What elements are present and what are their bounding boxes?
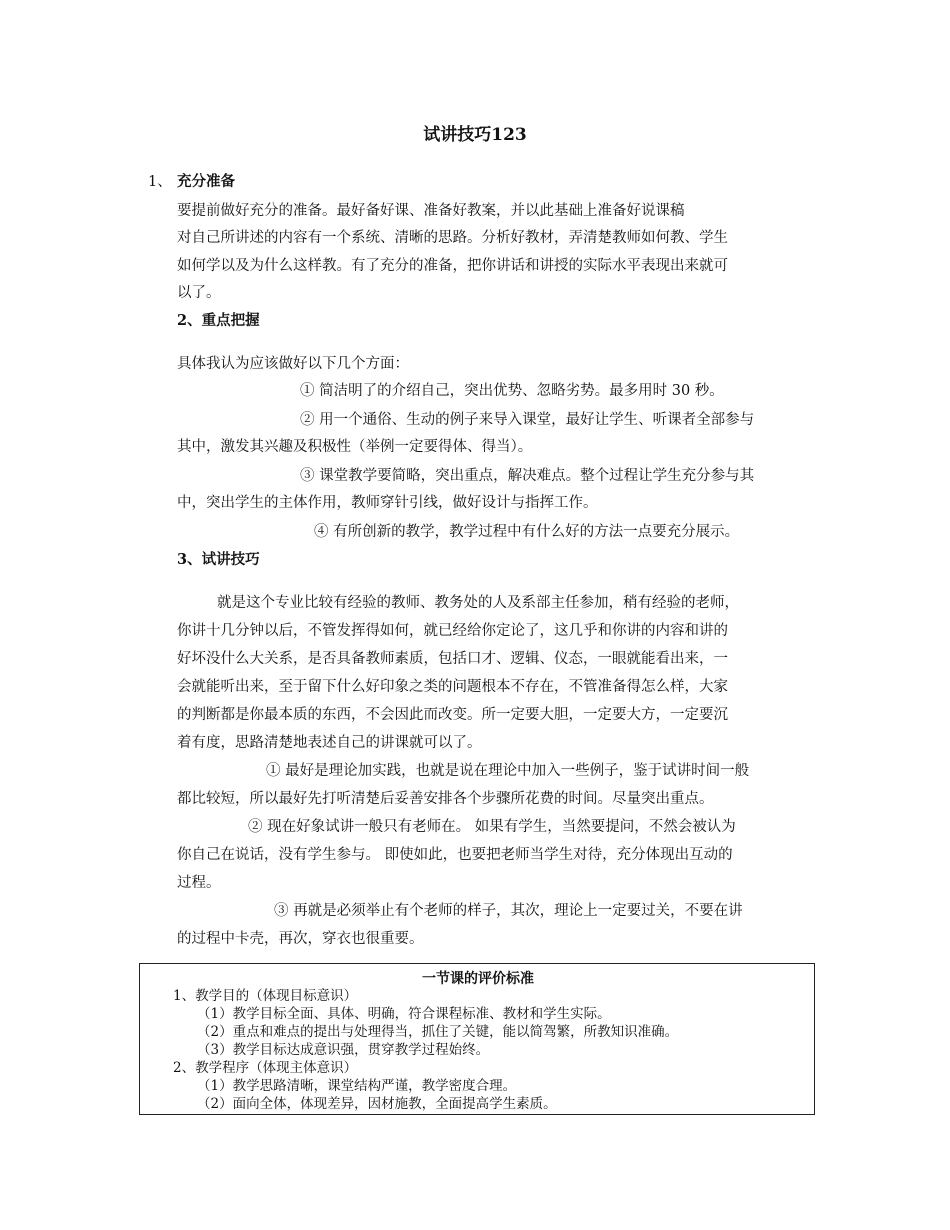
evaluation-box-line: （2）重点和难点的提出与处理得当，抓住了关键，能以简驾繁，所教知识准确。 <box>197 1024 679 1040</box>
section2-line: ④ 有所创新的教学，教学过程中有什么好的方法一点要充分展示。 <box>314 524 740 540</box>
evaluation-box-line: （1）教学目标全面、具体、明确，符合课程标准、教材和学生实际。 <box>197 1006 611 1022</box>
evaluation-box-line: 2、教学程序（体现主体意识） <box>173 1060 358 1076</box>
section3-line: 过程。 <box>177 875 221 891</box>
evaluation-criteria-box <box>139 963 815 1115</box>
section3-line: 的过程中卡壳，再次，穿衣也很重要。 <box>177 931 424 947</box>
section1-line: 对自己所讲述的内容有一个系统、清晰的思路。分析好教材，弄清楚教师如何教、学生 <box>177 230 728 246</box>
section3-line: 就是这个专业比较有经验的教师、教务处的人及系部主任参加，稍有经验的老师， <box>217 595 739 611</box>
section2-line: 中，突出学生的主体作用，教师穿针引线，做好设计与指挥工作。 <box>177 495 598 511</box>
section2-intro: 具体我认为应该做好以下几个方面： <box>177 356 409 372</box>
section1-heading: 充分准备 <box>177 173 235 190</box>
section3-line: ③ 再就是必须举止有个老师的样子，其次，理论上一定要过关，不要在讲 <box>274 903 743 919</box>
section1-heading-number: 1、 <box>148 174 172 190</box>
section2-line: ② 用一个通俗、生动的例子来导入课堂，最好让学生、听课者全部参与 <box>300 412 755 428</box>
section3-line: ① 最好是理论加实践，也就是说在理论中加入一些例子，鉴于试讲时间一般 <box>266 763 750 779</box>
section3-line: 着有度，思路清楚地表述自己的讲课就可以了。 <box>177 735 482 751</box>
section3-line: ② 现在好象试讲一般只有老师在。 如果有学生，当然要提问，不然会被认为 <box>248 819 736 835</box>
section2-line: 其中，激发其兴趣及积极性（举例一定要得体、得当）。 <box>177 439 533 455</box>
evaluation-box-line: 1、教学目的（体现目标意识） <box>173 988 358 1004</box>
page-title: 试讲技巧123 <box>423 125 527 145</box>
section2-line: ③ 课堂教学要简略，突出重点，解决难点。整个过程让学生充分参与其 <box>300 468 755 484</box>
section3-line: 的判断都是你最本质的东西，不会因此而改变。所一定要大胆，一定要大方，一定要沉 <box>177 707 728 723</box>
evaluation-box-title: 一节课的评价标准 <box>422 971 534 987</box>
section3-line: 你讲十几分钟以后，不管发挥得如何，就已经给你定论了，这几乎和你讲的内容和讲的 <box>177 623 728 639</box>
evaluation-box-line: （1）教学思路清晰，课堂结构严谨，教学密度合理。 <box>197 1078 517 1094</box>
section3-line: 会就能听出来，至于留下什么好印象之类的问题根本不存在，不管准备得怎么样，大家 <box>177 679 728 695</box>
section1-line: 要提前做好充分的准备。最好备好课、准备好教案，并以此基础上准备好说课稿 <box>177 203 685 219</box>
section3-heading: 3、试讲技巧 <box>177 551 260 568</box>
evaluation-box-line: （2）面向全体，体现差异，因材施教，全面提高学生素质。 <box>197 1096 557 1112</box>
evaluation-box-line: （3）教学目标达成意识强，贯穿教学过程始终。 <box>197 1042 490 1058</box>
section1-line: 如何学以及为什么这样教。有了充分的准备，把你讲话和讲授的实际水平表现出来就可 <box>177 258 728 274</box>
section3-line: 你自己在说话，没有学生参与。 即使如此，也要把老师当学生对待，充分体现出互动的 <box>177 847 733 863</box>
section3-line: 都比较短，所以最好先打听清楚后妥善安排各个步骤所花费的时间。尽量突出重点。 <box>177 791 714 807</box>
section3-line: 好坏没什么大关系，是否具备教师素质，包括口才、逻辑、仪态，一眼就能看出来，一 <box>177 651 728 667</box>
section2-line: ① 简洁明了的介绍自己，突出优势、忽略劣势。最多用时 30 秒。 <box>300 383 724 399</box>
section1-line: 以了。 <box>177 285 221 301</box>
section2-heading: 2、重点把握 <box>177 312 260 329</box>
